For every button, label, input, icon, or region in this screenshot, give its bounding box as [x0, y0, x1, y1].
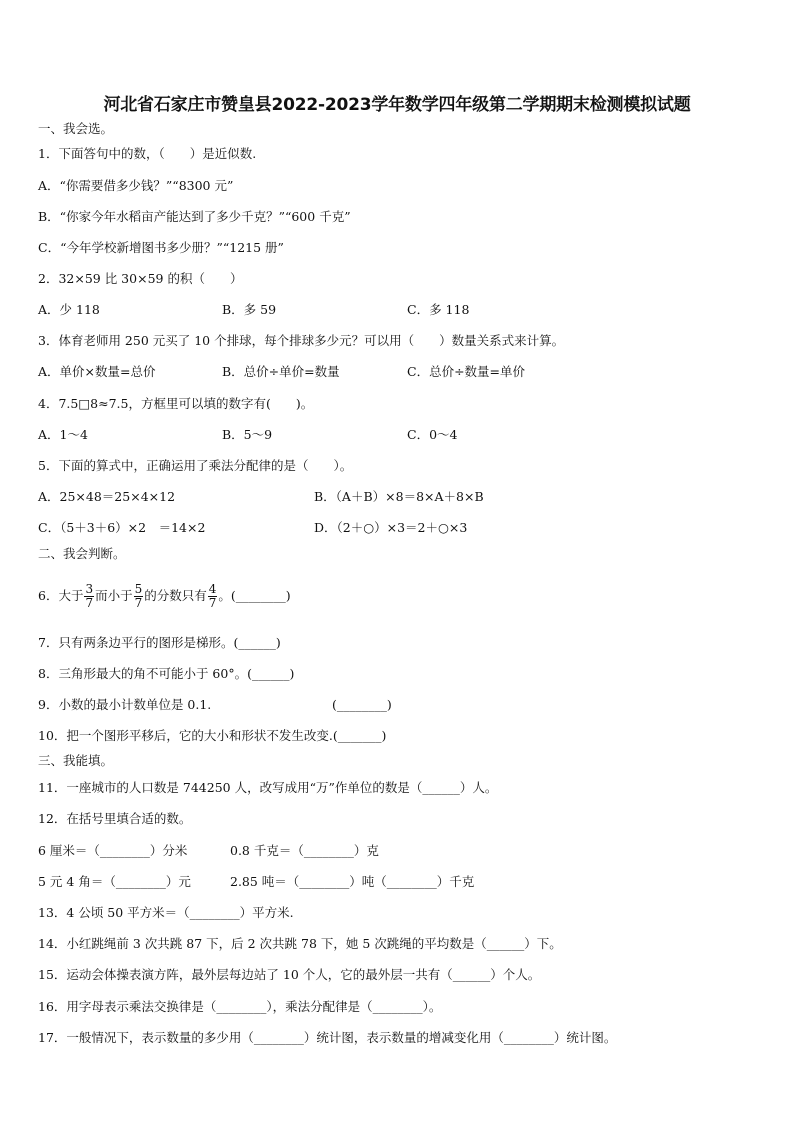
question-6 — [38, 578, 291, 614]
question-8: 8．三角形最大的角不可能小于 60°。(______) — [38, 666, 295, 681]
question-4-option-c: C．0～4 — [407, 427, 458, 442]
question-1-stem: 1．下面答句中的数，（ ）是近似数. — [38, 146, 257, 161]
fraction-4-7: $\frac{4}{7}$ — [208, 582, 217, 610]
section-heading-fill: 三、我能填。 — [38, 753, 114, 768]
question-12-row2-left: 5 元 4 角＝（________）元 — [38, 874, 191, 889]
page-title: 河北省石家庄市赞皇县2022-2023学年数学四年级第二学期期末检测模拟试题 — [103, 95, 691, 115]
question-4-option-a: A．1～4 — [38, 427, 88, 442]
question-9-blank: (________) — [332, 697, 392, 712]
question-9: 9．小数的最小计数单位是 0.1. — [38, 697, 212, 712]
section-heading-judge: 二、我会判断。 — [38, 546, 126, 561]
question-1-option-b: B．“你家今年水稻亩产能达到了多少千克？”“600 千克” — [38, 209, 351, 224]
question-12-row2-right: 2.85 吨＝（________）吨（________）千克 — [230, 874, 475, 889]
question-2-option-c: C．多 118 — [407, 302, 470, 317]
question-13: 13．4 公顷 50 平方米＝（________）平方米. — [38, 905, 294, 920]
question-12-row1-right: 0.8 千克＝（________）克 — [230, 843, 379, 858]
question-6-mid2: 的分数只有 — [144, 588, 207, 603]
question-4-stem: 4．7.5□8≈7.5，方框里可以填的数字有( )。 — [38, 396, 314, 411]
question-5-option-c: C．（5＋3＋6）×2 ＝14×2 — [38, 520, 206, 535]
section-heading-choice: 一、我会选。 — [38, 121, 114, 136]
question-4-option-b: B．5～9 — [222, 427, 273, 442]
question-3-option-a: A．单价×数量=总价 — [38, 364, 156, 379]
question-5-option-a: A．25×48＝25×4×12 — [38, 489, 176, 504]
question-2-stem: 2．32×59 比 30×59 的积（ ） — [38, 271, 243, 286]
question-5-option-d: D．（2＋○）×3＝2＋○×3 — [314, 520, 468, 535]
question-5-stem: 5．下面的算式中，正确运用了乘法分配律的是（ ）。 — [38, 458, 353, 473]
question-12-stem: 12．在括号里填合适的数。 — [38, 811, 192, 826]
question-1-option-a: A．“你需要借多少钱？”“8300 元” — [38, 178, 234, 193]
question-14: 14．小红跳绳前 3 次共跳 87 下，后 2 次共跳 78 下，她 5 次跳绳的平均数是（______）下。 — [38, 936, 562, 951]
question-12-row1-left: 6 厘米＝（________）分米 — [38, 843, 188, 858]
fraction-3-7: $\frac{3}{7}$ — [85, 582, 94, 610]
question-7: 7．只有两条边平行的图形是梯形。(______) — [38, 635, 281, 650]
question-6-mid: 而小于 — [95, 588, 133, 603]
question-11: 11．一座城市的人口数是 744250 人，改写成用“万”作单位的数是（______）人。 — [38, 780, 498, 795]
fraction-5-7: $\frac{5}{7}$ — [134, 582, 143, 610]
question-2-option-b: B．多 59 — [222, 302, 277, 317]
question-17: 17．一般情况下，表示数量的多少用（________）统计图，表示数量的增减变化用（________）统计图。 — [38, 1030, 617, 1045]
question-2-option-a: A．少 118 — [38, 302, 100, 317]
question-5-option-b: B．（A＋B）×8＝8×A＋8×B — [314, 489, 484, 504]
question-3-option-c: C．总价÷数量=单价 — [407, 364, 526, 379]
question-3-option-b: B．总价÷单价=数量 — [222, 364, 340, 379]
question-15: 15．运动会体操表演方阵，最外层每边站了 10 个人，它的最外层一共有（______）个人。 — [38, 967, 541, 982]
question-3-stem: 3．体育老师用 250 元买了 10 个排球，每个排球多少元？可以用（ ）数量关系式来计算。 — [38, 333, 565, 348]
question-10: 10．把一个图形平移后，它的大小和形状不发生改变.(_______) — [38, 728, 387, 743]
question-16: 16．用字母表示乘法交换律是（________），乘法分配律是（________）。 — [38, 999, 442, 1014]
question-1-option-c: C．“今年学校新增图书多少册？”“1215 册” — [38, 240, 284, 255]
question-6-post: 。(________) — [218, 588, 291, 603]
question-6-pre: 6．大于 — [38, 588, 84, 603]
